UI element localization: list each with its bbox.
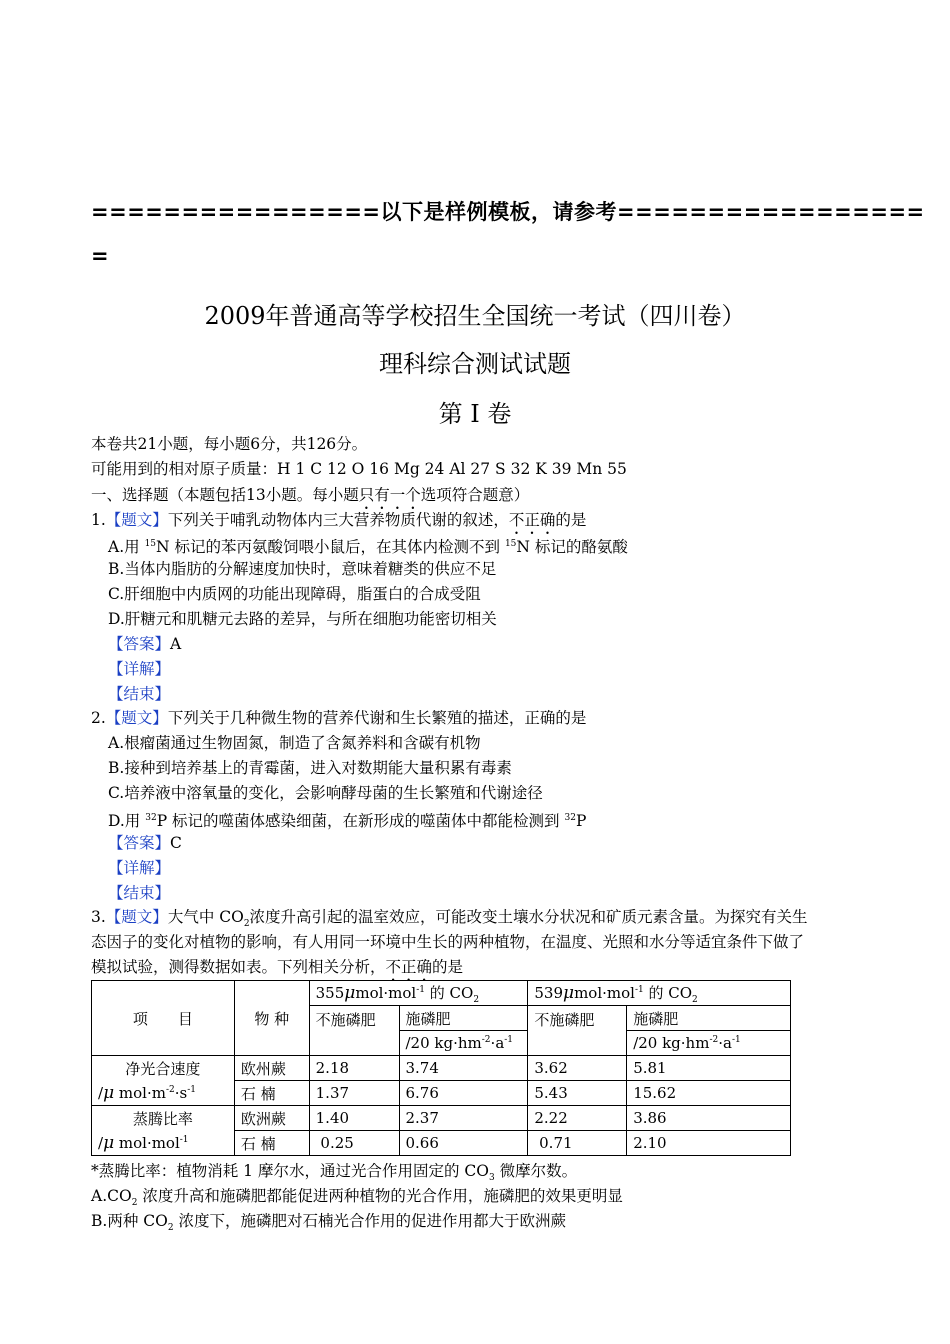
table-row <box>92 1131 791 1156</box>
group-text: 355 <box>315 983 345 1002</box>
question-1-answer <box>108 633 181 655</box>
option-text: P <box>575 812 587 831</box>
stem-text: 下列关于几种微生物的营养代谢和生长繁殖的描述，正确的是 <box>167 709 587 727</box>
unit-text: mol·m <box>114 1083 166 1102</box>
superscript: -1 <box>504 1035 514 1045</box>
mu-symbol: μ <box>103 1132 115 1153</box>
question-3-stem-2: 态因子的变化对植物的影响，有人用同一环境中生长的两种植物，在温度、光照和水分等适宜条件下做了 <box>91 933 805 951</box>
option-text: N 标记的酪氨酸 <box>516 538 628 557</box>
option-text: B.两种 CO <box>91 1212 168 1230</box>
superscript: -2 <box>165 1084 175 1095</box>
question-2-option-b: B.接种到培养基上的青霉菌，进入对数期能大量积累有毒素 <box>108 759 512 777</box>
question-3-option-b <box>91 1210 566 1239</box>
intro-line: 本卷共21小题，每小题6分，共126分。 <box>91 435 368 453</box>
answer-value: A <box>170 635 182 653</box>
group-text: 的 CO <box>425 983 474 1002</box>
value-cell: 6.76 <box>399 1081 528 1106</box>
question-1-option-d: D.肝糖元和肌糖元去路的差异，与所在细胞功能密切相关 <box>108 610 497 628</box>
header-item: 项 目 <box>92 981 235 1056</box>
row-label-photosynthesis: 净光合速度 <box>92 1056 235 1081</box>
stem-text: 下列关于哺乳动物体内三大营养物质代谢的叙述， <box>167 511 509 529</box>
unit-text: ·a <box>490 1034 505 1052</box>
header-species: 物 种 <box>234 981 309 1056</box>
section-title: 第 I 卷 <box>438 400 512 428</box>
table-row <box>92 1106 791 1131</box>
group-text: mol·mol <box>355 983 417 1002</box>
footnote-text: 微摩尔数。 <box>494 1162 578 1180</box>
question-2-detail-tag: 【详解】 <box>108 859 171 877</box>
question-tag: 【题文】 <box>105 908 168 926</box>
subscript: 2 <box>692 994 698 1005</box>
value-cell: 0.71 <box>528 1131 627 1156</box>
group-text: 539 <box>534 983 563 1002</box>
unit-text: / <box>98 1083 104 1102</box>
superscript: -1 <box>187 1084 196 1095</box>
value-cell: 2.37 <box>399 1106 528 1131</box>
question-1-option-a <box>108 533 628 558</box>
unit-text: /20 kg·hm <box>405 1034 482 1052</box>
emphasis-text: 不正确 <box>508 511 556 529</box>
subscript: 2 <box>243 919 250 930</box>
header-phosphate: 施磷肥 <box>399 1006 528 1031</box>
exam-title: 2009年普通高等学校招生全国统一考试（四川卷） <box>204 302 746 330</box>
unit-text: ·s <box>174 1083 188 1102</box>
stem-text: 的是 <box>555 511 587 529</box>
species-cell: 欧州蕨 <box>234 1056 309 1081</box>
row-unit-transpiration <box>92 1131 235 1156</box>
subscript: 2 <box>167 1223 174 1234</box>
value-cell: 3.74 <box>399 1056 528 1081</box>
superscript: -2 <box>709 1035 719 1045</box>
superscript: 32 <box>564 813 576 823</box>
question-number: 3. <box>91 908 106 926</box>
table-row <box>92 1081 791 1106</box>
unit-text: / <box>98 1133 104 1152</box>
header-group-539 <box>528 981 791 1006</box>
option-text: 浓度下，施磷肥对石楠光合作用的促进作用都大于欧洲蕨 <box>173 1212 566 1230</box>
exam-subtitle: 理科综合测试试题 <box>379 350 571 378</box>
value-cell: 3.62 <box>528 1056 627 1081</box>
group-text: mol·mol <box>574 983 635 1002</box>
header-group-355 <box>309 981 528 1006</box>
header-no-phosphate: 不施磷肥 <box>309 1006 399 1056</box>
emphasis-text: 只有一个 <box>358 486 421 504</box>
unit-text: ·a <box>718 1034 732 1052</box>
option-text: A.用 <box>108 538 145 557</box>
instruction-text: 一、选择题（本题包括13小题。每小题 <box>91 486 359 504</box>
group-text: 的 CO <box>643 983 693 1002</box>
question-1-end-tag: 【结束】 <box>108 685 171 703</box>
superscript: -1 <box>416 984 425 995</box>
template-banner: ================以下是样例模板，请参考================= <box>91 200 925 224</box>
unit-text: /20 kg·hm <box>633 1034 710 1052</box>
stem-text: 浓度升高引起的温室效应，可能改变土壤水分状况和矿质元素含量。为探究有关生 <box>249 908 808 926</box>
superscript: -1 <box>731 1035 741 1045</box>
superscript: 15 <box>144 539 157 549</box>
stem-text: 大气中 CO <box>167 908 244 926</box>
data-table <box>91 980 791 1156</box>
value-cell: 2.18 <box>309 1056 399 1081</box>
species-cell: 石 楠 <box>234 1081 309 1106</box>
mu-symbol: μ <box>563 982 575 1003</box>
question-tag: 【题文】 <box>105 511 168 529</box>
value-cell: 3.86 <box>627 1106 791 1131</box>
atomic-mass-line: 可能用到的相对原子质量：H 1 C 12 O 16 Mg 24 Al 27 S 32 K 39 Mn 55 <box>91 460 627 478</box>
stem-text: 的是 <box>432 958 464 976</box>
value-cell: 0.25 <box>309 1131 399 1156</box>
value-cell: 15.62 <box>627 1081 791 1106</box>
instruction-text: 选项符合题意） <box>420 486 530 504</box>
answer-tag: 【答案】 <box>108 834 171 852</box>
question-1-option-b: B.当体内脂肪的分解速度加快时，意味着糖类的供应不足 <box>108 560 497 578</box>
question-2-answer <box>108 832 182 854</box>
question-2-option-a: A.根瘤菌通过生物固氮，制造了含氮养料和含碳有机物 <box>108 734 481 752</box>
value-cell: 2.10 <box>627 1131 791 1156</box>
option-text: D.用 <box>108 812 146 831</box>
option-text: N 标记的苯丙氨酸饲喂小鼠后，在其体内检测不到 <box>156 538 505 557</box>
question-2-stem <box>91 707 586 729</box>
question-2-option-d <box>108 807 586 832</box>
question-1-option-c: C.肝细胞中内质网的功能出现障碍，脂蛋白的合成受阻 <box>108 585 481 603</box>
unit-text: mol·mol <box>114 1133 180 1152</box>
header-phosphate-unit <box>627 1031 791 1056</box>
option-text: P 标记的噬菌体感染细菌，在新形成的噬菌体中都能检测到 <box>156 812 565 831</box>
superscript: 15 <box>504 539 517 549</box>
value-cell: 1.40 <box>309 1106 399 1131</box>
species-cell: 欧洲蕨 <box>234 1106 309 1131</box>
table-row <box>92 1056 791 1081</box>
header-no-phosphate: 不施磷肥 <box>528 1006 627 1056</box>
subscript: 2 <box>473 994 480 1005</box>
option-text: 浓度升高和施磷肥都能促进两种植物的光合作用，施磷肥的效果更明显 <box>137 1187 623 1205</box>
question-number: 1. <box>91 511 106 529</box>
header-phosphate: 施磷肥 <box>627 1006 791 1031</box>
superscript: -1 <box>634 984 644 995</box>
option-text: A.CO <box>91 1187 132 1205</box>
question-number: 2. <box>91 709 106 727</box>
row-label-transpiration: 蒸腾比率 <box>92 1106 235 1131</box>
footnote-text: *蒸腾比率：植物消耗 1 摩尔水，通过光合作用固定的 CO <box>91 1162 489 1180</box>
table-header-row <box>92 981 791 1006</box>
superscript: -1 <box>179 1134 189 1145</box>
superscript: -2 <box>481 1035 491 1045</box>
header-phosphate-unit <box>399 1031 528 1056</box>
row-unit-photosynthesis <box>92 1081 235 1106</box>
value-cell: 5.81 <box>627 1056 791 1081</box>
stem-text: 模拟试验，测得数据如表。下列相关分析， <box>91 958 386 976</box>
value-cell: 1.37 <box>309 1081 399 1106</box>
subscript: 3 <box>488 1173 495 1184</box>
superscript: 32 <box>145 813 157 823</box>
answer-tag: 【答案】 <box>108 635 171 653</box>
species-cell: 石 楠 <box>234 1131 309 1156</box>
question-2-option-c: C.培养液中溶氧量的变化，会影响酵母菌的生长繁殖和代谢途径 <box>108 784 543 802</box>
question-2-end-tag: 【结束】 <box>108 884 171 902</box>
mu-symbol: μ <box>344 982 356 1003</box>
value-cell: 5.43 <box>528 1081 627 1106</box>
question-tag: 【题文】 <box>105 709 168 727</box>
emphasis-text: 不正确 <box>385 958 433 976</box>
question-1-detail-tag: 【详解】 <box>108 660 171 678</box>
subscript: 2 <box>131 1198 138 1209</box>
mu-symbol: μ <box>103 1082 115 1103</box>
value-cell: 2.22 <box>528 1106 627 1131</box>
template-banner-tail: = <box>91 244 110 268</box>
value-cell: 0.66 <box>399 1131 528 1156</box>
answer-value: C <box>170 834 182 852</box>
